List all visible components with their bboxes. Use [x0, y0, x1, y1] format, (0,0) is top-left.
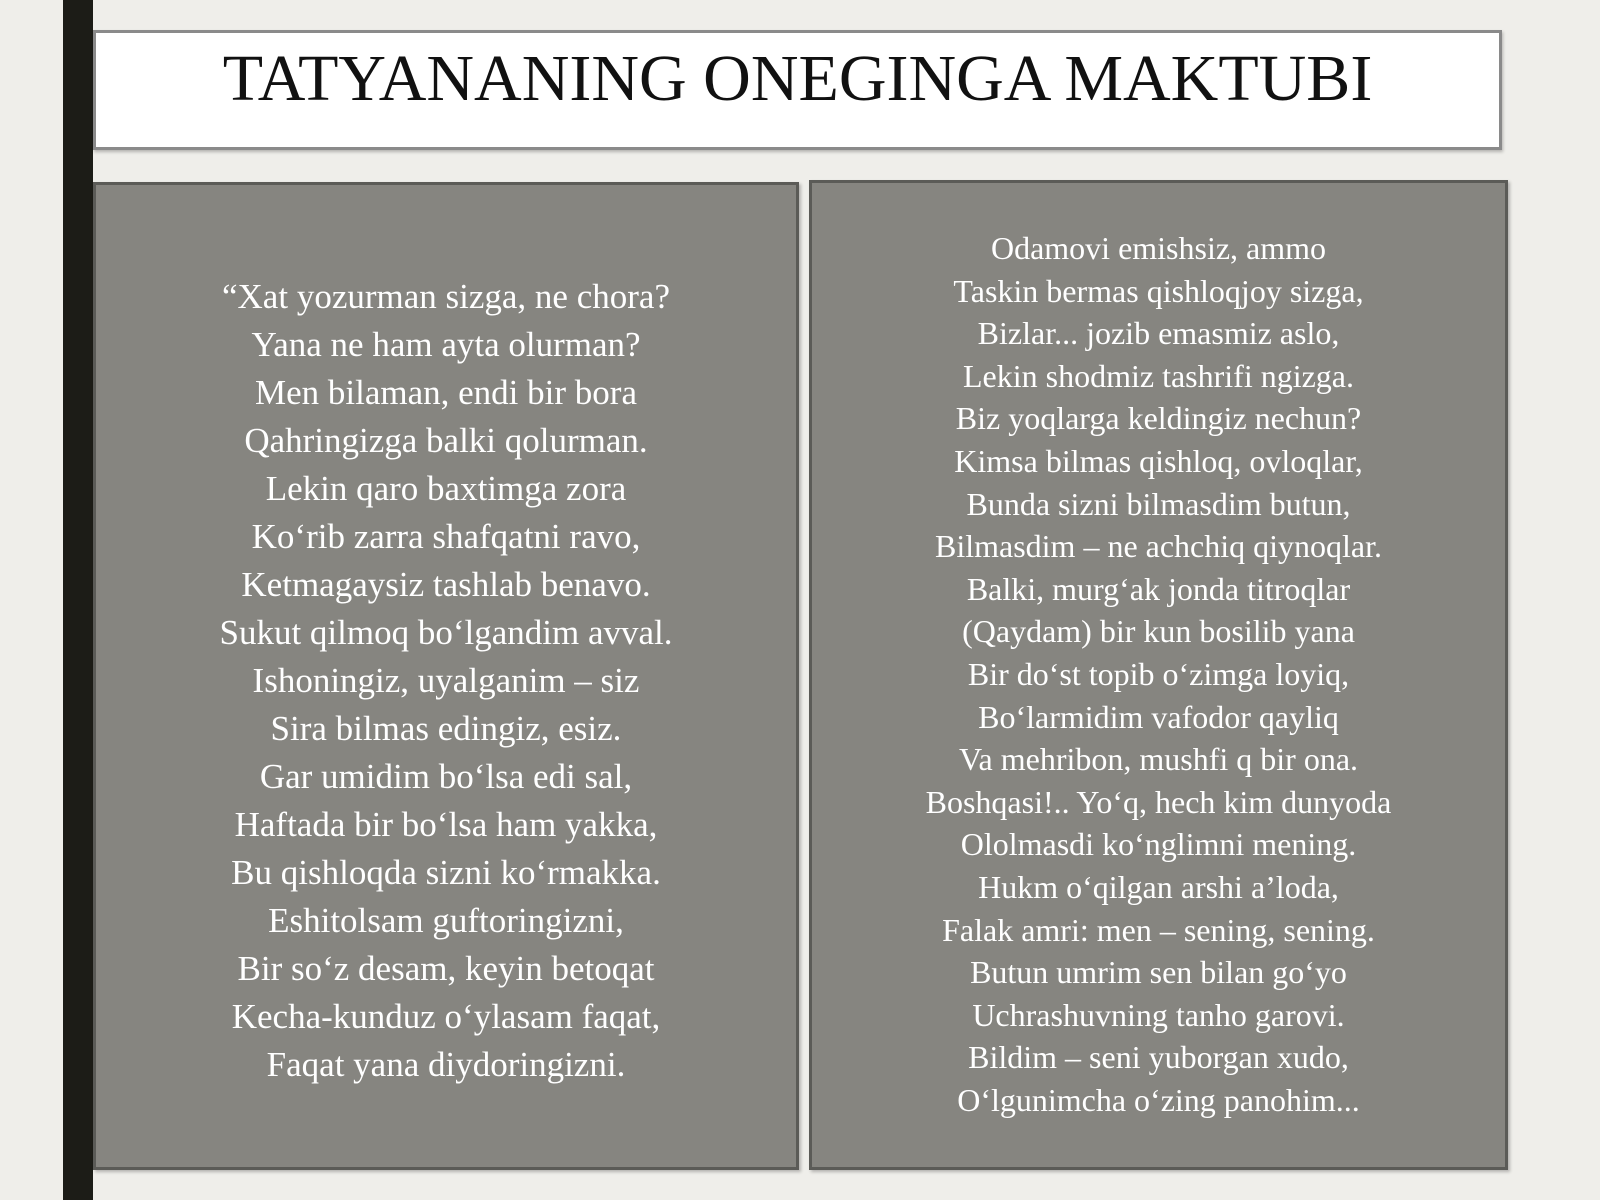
verse-line: Biz yoqlarga keldingiz nechun? — [955, 400, 1362, 437]
verse-line: Bir so‘z desam, keyin betoqat — [237, 949, 655, 988]
verse-line: Hukm o‘qilgan arshi a’loda, — [978, 868, 1339, 905]
right-verse-list — [812, 227, 1505, 1121]
verse-line: Kecha-kunduz o‘ylasam faqat, — [231, 997, 661, 1036]
verse-line: Bo‘larmidim vafodor qayliq — [978, 698, 1339, 735]
slide-title: TATYANANING ONEGINGA MAKTUBI — [222, 42, 1373, 115]
verse-line: O‘lgunimcha o‘zing panohim... — [957, 1081, 1360, 1118]
right-verse-panel — [809, 180, 1508, 1170]
verse-line: Uchrashuvning tanho garovi. — [972, 996, 1345, 1033]
verse-line: Bilmasdim – ne achchiq qiynoqlar. — [934, 528, 1383, 565]
verse-line: Bildim – seni yuborgan xudo, — [968, 1039, 1349, 1076]
verse-line: Balki, murg‘ak jonda titroqlar — [966, 570, 1351, 607]
verse-line: Va mehribon, mushfi q bir ona. — [958, 741, 1359, 778]
verse-line: Sira bilmas edingiz, esiz. — [270, 709, 622, 748]
verse-line: Gar umidim bo‘lsa edi sal, — [259, 757, 633, 796]
verse-line: Lekin qaro baxtimga zora — [265, 469, 627, 508]
verse-line: Ko‘rib zarra shafqatni ravo, — [251, 517, 641, 556]
left-accent-bar — [63, 0, 93, 1200]
verse-line: Odamovi emishsiz, ammo — [990, 230, 1327, 266]
verse-line: Falak amri: men – sening, sening. — [942, 911, 1375, 948]
verse-line: Butun umrim sen bilan go‘yo — [970, 954, 1347, 991]
verse-line: Men bilaman, endi bir bora — [255, 373, 637, 412]
verse-line: Yana ne ham ayta olurman? — [251, 325, 641, 364]
verse-line: Haftada bir bo‘lsa ham yakka, — [234, 805, 658, 844]
verse-line: Bu qishloqda sizni ko‘rmakka. — [231, 853, 661, 892]
verse-line: Eshitolsam guftoringizni, — [268, 901, 624, 940]
verse-line: Bizlar... jozib emasmiz aslo, — [977, 315, 1340, 352]
verse-line: Ketmagaysiz tashlab benavo. — [241, 565, 651, 604]
verse-line: Bunda sizni bilmasdim butun, — [966, 485, 1351, 522]
verse-line: Sukut qilmoq bo‘lgandim avval. — [219, 613, 673, 652]
verse-line: (Qaydam) bir kun bosilib yana — [962, 613, 1355, 650]
verse-line: Ololmasdi ko‘nglimni mening. — [960, 826, 1357, 863]
verse-line: Taskin bermas qishloqjoy sizga, — [953, 272, 1364, 309]
verse-line: “Xat yozurman sizga, ne chora? — [222, 277, 670, 316]
verse-line: Faqat yana diydoringizni. — [266, 1045, 626, 1084]
left-verse-list — [96, 273, 796, 1089]
verse-line: Kimsa bilmas qishloq, ovloqlar, — [954, 442, 1363, 479]
verse-line: Bir do‘st topib o‘zimga loyiq, — [967, 655, 1350, 692]
verse-line: Lekin shodmiz tashrifi ngizga. — [962, 357, 1354, 394]
title-box — [93, 30, 1502, 150]
verse-line: Ishoningiz, uyalganim – siz — [252, 661, 640, 700]
left-verse-panel — [93, 182, 799, 1170]
verse-line: Qahringizga balki qolurman. — [244, 421, 648, 460]
verse-line: Boshqasi!.. Yo‘q, hech kim dunyoda — [925, 783, 1392, 820]
